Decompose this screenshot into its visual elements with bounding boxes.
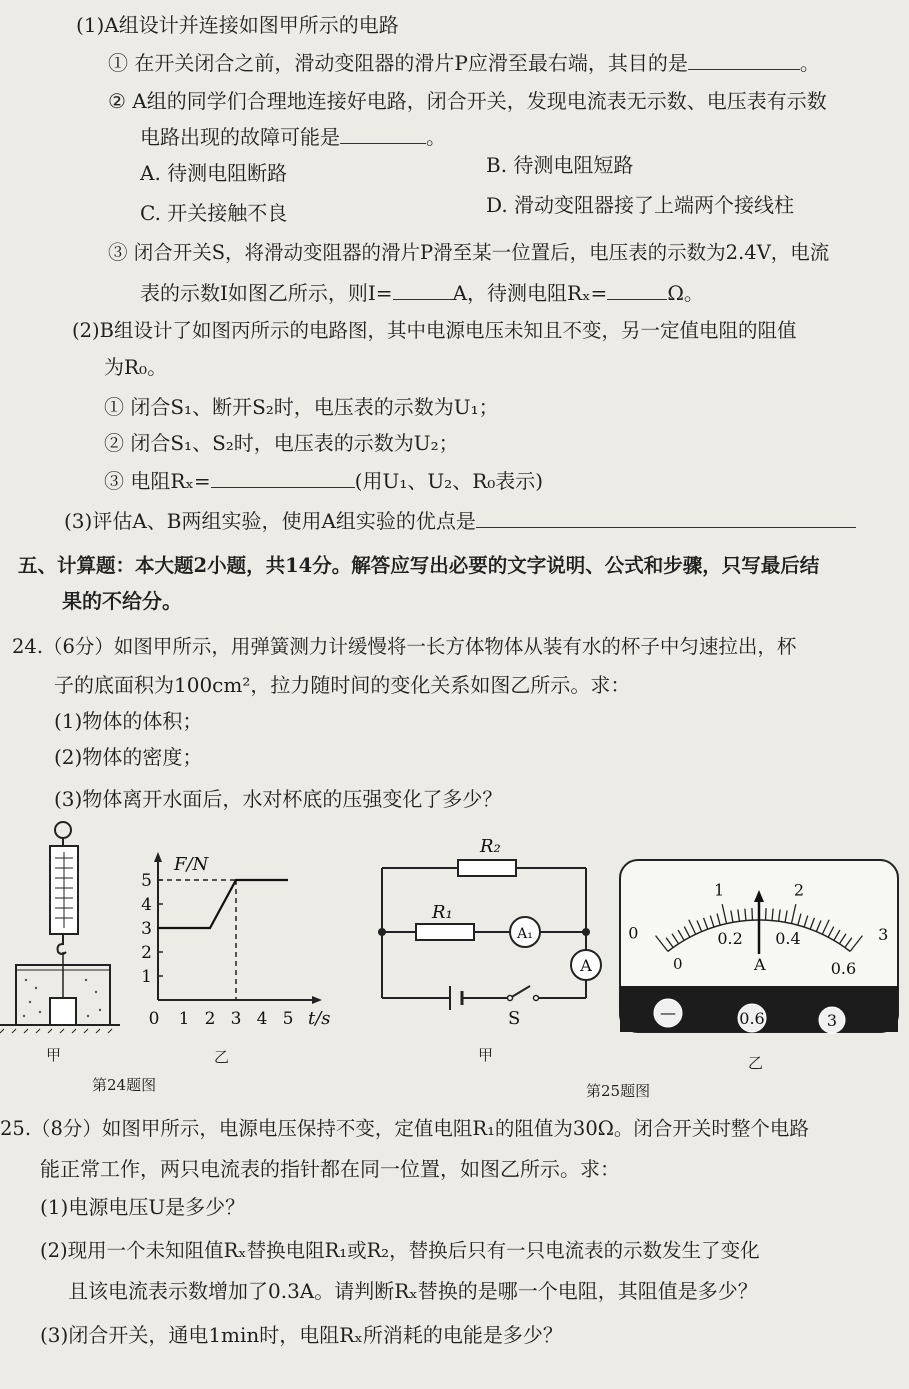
label-a1: A₁: [517, 926, 533, 942]
option-b: B. 待测电阻短路: [486, 153, 634, 177]
option-d: D. 滑动变阻器接了上端两个接线柱: [486, 193, 795, 217]
graph-y-label: F/N: [174, 854, 209, 875]
terminal-negative: —: [660, 1003, 676, 1022]
meter-scale-06a-label: 0.6: [830, 959, 857, 979]
q23-part2-line1: (2)B组设计了如图丙所示的电路图，其中电源电压未知且不变，另一定值电阻的阻值: [72, 319, 797, 342]
q25-sub3: (3)闭合开关，通电1min时，电阻Rₓ所消耗的电能是多少？: [40, 1323, 563, 1347]
x-tick-label: 3: [230, 1009, 242, 1029]
x-tick-label: 5: [282, 1009, 294, 1029]
x-tick-label: 1: [178, 1009, 190, 1029]
section5-heading-cont: 果的不给分。: [62, 589, 182, 613]
graph-x-label: t/s: [308, 1008, 331, 1029]
x-tick-label: 4: [256, 1009, 268, 1029]
q23-part3: (3)评估A、B两组实验，使用A组实验的优点是: [64, 508, 856, 534]
meter-scale-3a-label: 3: [878, 925, 889, 945]
caption-jia-24: 甲: [46, 1046, 62, 1064]
y-tick-label: 1: [141, 967, 152, 987]
option-c: C. 开关接触不良: [140, 201, 288, 225]
q24-sub3: (3)物体离开水面后，水对杯底的压强变化了多少？: [54, 787, 503, 811]
force-time-graph: [130, 848, 340, 1038]
meter-scale-3a-label: 1: [713, 880, 725, 900]
ammeter-dial: [618, 858, 900, 1038]
label-s: S: [508, 1008, 521, 1029]
q23-part1-title: (1)A组设计并连接如图甲所示的电路: [76, 13, 399, 37]
y-tick-label: 4: [141, 895, 152, 915]
answer-blank[interactable]: [340, 125, 426, 144]
meter-unit: A: [754, 955, 766, 974]
circuit-diagram-25: [370, 828, 610, 1028]
q23-part1-q1: ① 在开关闭合之前，滑动变阻器的滑片P应滑至最右端，其目的是 。: [108, 51, 820, 75]
y-tick-label: 5: [141, 871, 152, 891]
meter-tick: [752, 908, 753, 920]
answer-blank[interactable]: [393, 281, 453, 300]
section5-heading: 五、计算题：本大题2小题，共14分。解答应写出必要的文字说明、公式和步骤，只写最后结: [18, 554, 820, 577]
q25-stem-line2: 能正常工作，两只电流表的指针都在同一位置，如图乙所示。求：: [40, 1157, 620, 1181]
answer-blank[interactable]: [688, 51, 800, 70]
caption-fig24: 第24题图: [92, 1076, 157, 1094]
x-tick-label: 2: [204, 1009, 216, 1029]
meter-scale-06a-zero: 0: [672, 954, 683, 973]
q23-part1-q2-line1: ② A组的同学们合理地连接好电路，闭合开关，发现电流表无示数、电压表有示数: [108, 89, 827, 113]
q25-sub1: (1)电源电压U是多少？: [40, 1195, 246, 1219]
caption-fig25: 第25题图: [586, 1082, 651, 1100]
meter-tick: [766, 908, 767, 920]
caption-yi-25: 乙: [748, 1054, 764, 1072]
q24-stem-line2: 子的底面积为100cm²，拉力随时间的变化关系如图乙所示。求：: [54, 673, 631, 697]
label-r2: R₂: [480, 836, 501, 857]
meter-scale-3a-zero: 0: [628, 923, 639, 943]
y-tick-label: 2: [141, 943, 152, 963]
meter-scale-06a-label: 0.4: [775, 929, 801, 949]
terminal-3: 3: [826, 1011, 838, 1030]
q24-stem-line1: 24.（6分）如图甲所示，用弹簧测力计缓慢将一长方体物体从装有水的杯子中匀速拉出，杯: [12, 635, 797, 658]
meter-scale-06a-label: 0.2: [717, 929, 743, 949]
q23-part1-q2-line2: 电路出现的故障可能是 。: [140, 125, 446, 149]
q23-part2-step1: ① 闭合S₁、断开S₂时，电压表的示数为U₁；: [104, 395, 499, 419]
graph-origin: 0: [148, 1009, 160, 1029]
terminal-0.6: 0.6: [739, 1009, 765, 1028]
caption-jia-25: 甲: [478, 1046, 494, 1064]
q25-stem-line1: 25.（8分）如图甲所示，电源电压保持不变，定值电阻R₁的阻值为30Ω。闭合开关时整个电路: [0, 1117, 809, 1140]
q25-sub2-line2: 且该电流表示数增加了0.3A。请判断Rₓ替换的是哪一个电阻，其阻值是多少？: [68, 1279, 758, 1303]
q23-part1-q3-line2: 表的示数I如图乙所示，则I= A，待测电阻Rₓ= Ω。: [140, 281, 704, 305]
q24-sub2: (2)物体的密度；: [54, 745, 203, 769]
label-a: A: [580, 956, 592, 975]
figure-24-apparatus: [0, 820, 120, 1030]
force-series-line: [158, 880, 288, 928]
q24-sub1: (1)物体的体积；: [54, 709, 203, 733]
option-a: A. 待测电阻断路: [140, 161, 288, 185]
answer-blank[interactable]: [211, 469, 355, 488]
q23-part2-step2: ② 闭合S₁、S₂时，电压表的示数为U₂；: [104, 431, 459, 455]
y-tick-label: 3: [141, 919, 152, 939]
q23-part2-step3: ③ 电阻Rₓ= (用U₁、U₂、R₀表示): [104, 469, 544, 493]
q25-sub2-line1: (2)现用一个未知阻值Rₓ替换电阻R₁或R₂，替换后只有一只电流表的示数发生了变化: [40, 1239, 760, 1262]
q23-part1-q3-line1: ③ 闭合开关S，将滑动变阻器的滑片P滑至某一位置后，电压表的示数为2.4V，电流: [108, 241, 830, 264]
answer-blank[interactable]: [476, 509, 856, 528]
answer-blank[interactable]: [607, 281, 667, 300]
caption-yi-24: 乙: [214, 1048, 230, 1066]
label-r1: R₁: [432, 902, 453, 923]
meter-scale-3a-label: 2: [793, 880, 805, 900]
q23-part2-line2: 为R₀。: [104, 355, 168, 379]
